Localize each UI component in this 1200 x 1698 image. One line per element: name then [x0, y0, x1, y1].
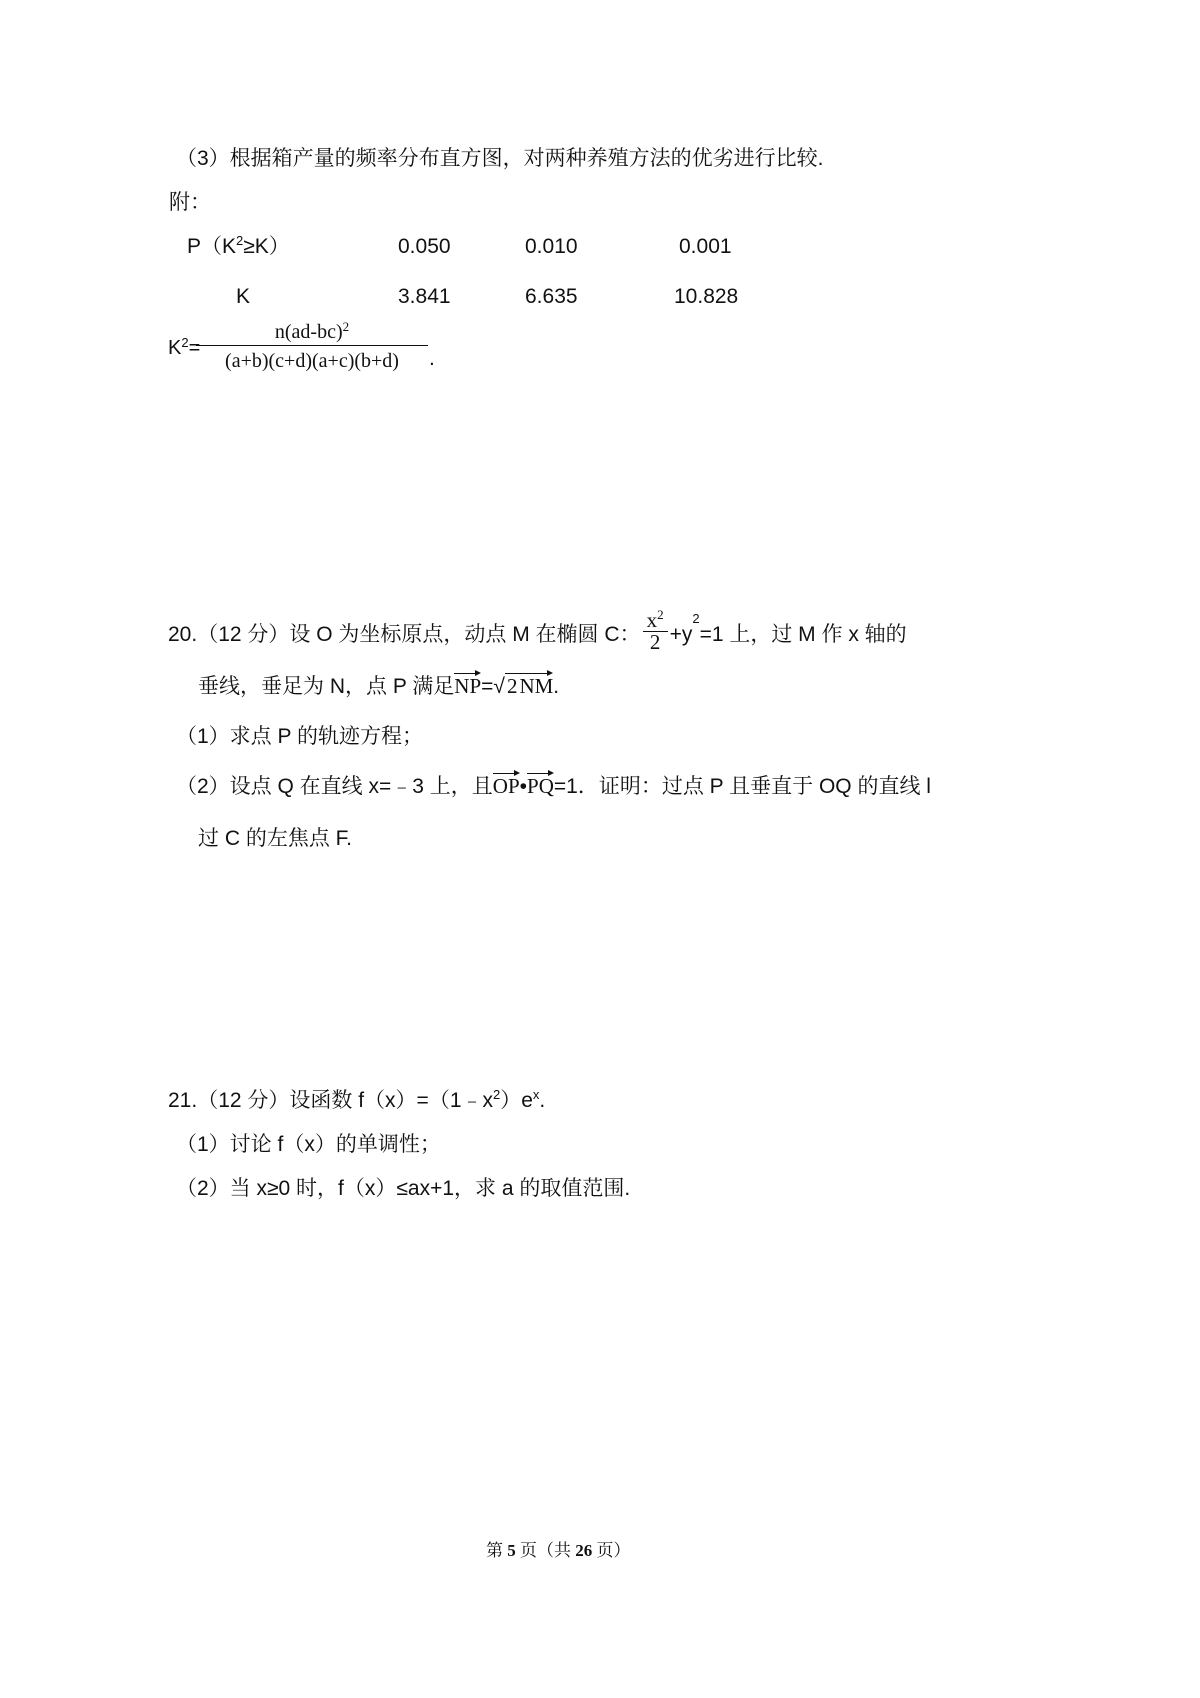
- ellipse-fraction: $\frac{x^2}{2}$: [643, 610, 668, 653]
- q21-part1: （1）讨论 f（x）的单调性；: [176, 1133, 441, 1156]
- formula-period: .: [429, 347, 435, 370]
- k-squared-denominator: (a+b)(c+d)(a+c)(b+d): [196, 345, 428, 371]
- q20-part2-cont: 过 C 的左焦点 F.: [198, 827, 353, 850]
- q21-part2: （2）当 x≥0 时，f（x）≤ax+1，求 a 的取值范围.: [176, 1177, 631, 1200]
- appendix-label: 附：: [169, 191, 211, 214]
- q21-intro: 21.（12 分）设函数 $f(x)=(1﹣x^2)e^x$.: [168, 1087, 546, 1112]
- q20-part2: （2）设点 Q 在直线 x=﹣3 上，且OP•PQ=1．证明：过点 P 且垂直于 OQ 的直线 l: [176, 774, 931, 798]
- sqrt-two: √2: [493, 674, 518, 698]
- k-squared-lhs: $K^2=$: [168, 335, 201, 359]
- q20-line2: 垂线，垂足为 N，点 P 满足NP=√2NM.: [198, 674, 560, 698]
- page-number: 第 5 页（共 26 页）: [486, 1541, 631, 1560]
- vector-nm: NM: [519, 674, 554, 698]
- vector-pq: PQ: [527, 774, 554, 798]
- table-cell: 0.001: [679, 235, 732, 258]
- table-cell: 3.841: [398, 285, 451, 308]
- q20-part1: （1）求点 P 的轨迹方程；: [176, 725, 423, 748]
- table-row-1-label: $P(K^2\ge K)$: [187, 233, 290, 258]
- vector-np: NP: [454, 674, 482, 698]
- table-cell: 0.050: [398, 235, 451, 258]
- table-row-2-label: K: [236, 285, 251, 308]
- k-squared-numerator: $n(ad-bc)^2$: [274, 319, 350, 343]
- table-cell: 0.010: [525, 235, 578, 258]
- table-cell: 10.828: [674, 285, 739, 308]
- table-cell: 6.635: [525, 285, 578, 308]
- q20-intro: 20.（12 分）设 O 为坐标原点，动点 M 在椭圆 C： $\frac{x^2}{2}$ $+y^2=1$ 上，过 M 作 x 轴的: [168, 607, 907, 654]
- vector-op: OP: [492, 774, 520, 798]
- k-squared-fraction: [196, 319, 428, 372]
- q19-part3: （3）根据箱产量的频率分布直方图，对两种养殖方法的优劣进行比较.: [176, 147, 824, 170]
